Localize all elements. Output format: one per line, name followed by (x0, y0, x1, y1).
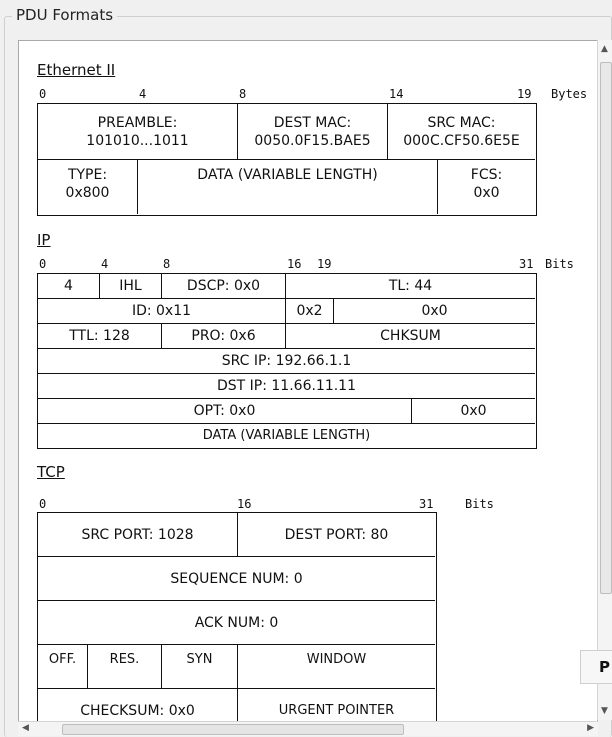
fcs-cell (438, 160, 535, 214)
ethernet-ruler-8: 8 (239, 87, 247, 101)
ip-dscp-cell: DSCP: 0x0 (162, 274, 286, 299)
tcp-offset-cell: OFF. (38, 645, 88, 689)
src-mac-label: SRC MAC: (427, 114, 496, 131)
horizontal-scrollbar[interactable] (18, 721, 598, 736)
src-mac-value: 000C.CF50.6E5E (403, 132, 520, 149)
vertical-scrollbar[interactable] (597, 40, 612, 720)
tcp-ruler-31: 31 (419, 497, 434, 511)
tcp-window-cell: WINDOW (238, 645, 435, 689)
ethernet-ruler-19: 19 (517, 87, 532, 101)
tcp-urgent-pointer-cell: URGENT POINTER (238, 689, 435, 722)
ethernet-ruler-4: 4 (139, 87, 147, 101)
horizontal-scroll-thumb[interactable] (62, 724, 404, 735)
scroll-right-arrow-icon[interactable]: ▶ (587, 723, 594, 733)
ip-dst-cell: DST IP: 11.66.11.11 (38, 374, 535, 399)
side-tab-label: P (599, 658, 610, 676)
ip-ruler-8: 8 (163, 257, 171, 271)
vertical-scroll-thumb[interactable] (600, 62, 612, 594)
side-tab[interactable] (580, 650, 612, 684)
ethernet-title: Ethernet II (37, 61, 116, 79)
ip-ttl-cell: TTL: 128 (38, 324, 162, 349)
src-mac-cell (388, 104, 535, 160)
tcp-flags-cell: SYN (162, 645, 238, 689)
fcs-label: FCS: (470, 167, 503, 183)
tcp-title: TCP (37, 463, 65, 481)
fcs-value: 0x0 (473, 185, 500, 201)
tcp-dest-port-cell: DEST PORT: 80 (238, 513, 435, 557)
ip-ruler-4: 4 (101, 257, 109, 271)
ip-ruler-19: 19 (317, 257, 332, 271)
ethernet-ruler-14: 14 (389, 87, 404, 101)
tcp-header-table (37, 512, 437, 722)
group-title: PDU Formats (12, 6, 117, 24)
pdu-scroll-panel[interactable] (18, 40, 598, 722)
preamble-label: PREAMBLE: (97, 114, 178, 131)
ip-data-cell: DATA (VARIABLE LENGTH) (202, 427, 371, 443)
ip-fragment-offset-cell: 0x0 (334, 299, 535, 324)
ip-options-cell: OPT: 0x0 (38, 399, 412, 424)
tcp-ack-cell: ACK NUM: 0 (38, 601, 435, 645)
ip-total-length-cell: TL: 44 (286, 274, 535, 299)
scroll-up-arrow-icon[interactable]: ▲ (601, 44, 608, 54)
ethernet-data-cell (138, 160, 438, 214)
ethernet-unit: Bytes (551, 87, 588, 101)
tcp-seq-cell: SEQUENCE NUM: 0 (38, 557, 435, 601)
ip-src-cell: SRC IP: 192.66.1.1 (38, 349, 535, 374)
ip-ruler-0: 0 (39, 257, 47, 271)
ip-id-cell: ID: 0x11 (38, 299, 286, 324)
ip-checksum-cell: CHKSUM (286, 324, 535, 349)
ip-version-cell: 4 (38, 274, 100, 299)
dest-mac-label: DEST MAC: (273, 114, 352, 131)
type-value: 0x800 (65, 185, 110, 201)
ip-ruler-16: 16 (287, 257, 302, 271)
ip-ihl-cell: IHL (100, 274, 162, 299)
tcp-unit: Bits (465, 497, 494, 511)
ip-unit: Bits (545, 257, 574, 271)
scroll-down-arrow-icon[interactable]: ▼ (601, 706, 608, 716)
tcp-src-port-cell: SRC PORT: 1028 (38, 513, 238, 557)
preamble-cell (38, 104, 238, 160)
dest-mac-value: 0050.0F15.BAE5 (254, 132, 371, 149)
preamble-value: 101010...1011 (86, 132, 189, 149)
tcp-ruler-16: 16 (237, 497, 252, 511)
ip-header-table (37, 273, 537, 449)
scroll-left-arrow-icon[interactable]: ◀ (22, 723, 29, 733)
type-label: TYPE: (67, 167, 108, 183)
tcp-reserved-cell: RES. (88, 645, 162, 689)
ethernet-data-label: DATA (VARIABLE LENGTH) (197, 167, 378, 183)
ip-flags-cell: 0x2 (286, 299, 334, 324)
ip-ruler-31: 31 (519, 257, 534, 271)
type-cell (38, 160, 138, 214)
dest-mac-cell (238, 104, 388, 160)
ip-padding-cell: 0x0 (412, 399, 535, 424)
ip-title: IP (37, 231, 51, 249)
ip-protocol-cell: PRO: 0x6 (162, 324, 286, 349)
tcp-ruler-0: 0 (39, 497, 47, 511)
tcp-checksum-cell: CHECKSUM: 0x0 (38, 689, 238, 722)
ethernet-ruler-0: 0 (39, 87, 47, 101)
ethernet-frame-table (37, 103, 537, 216)
